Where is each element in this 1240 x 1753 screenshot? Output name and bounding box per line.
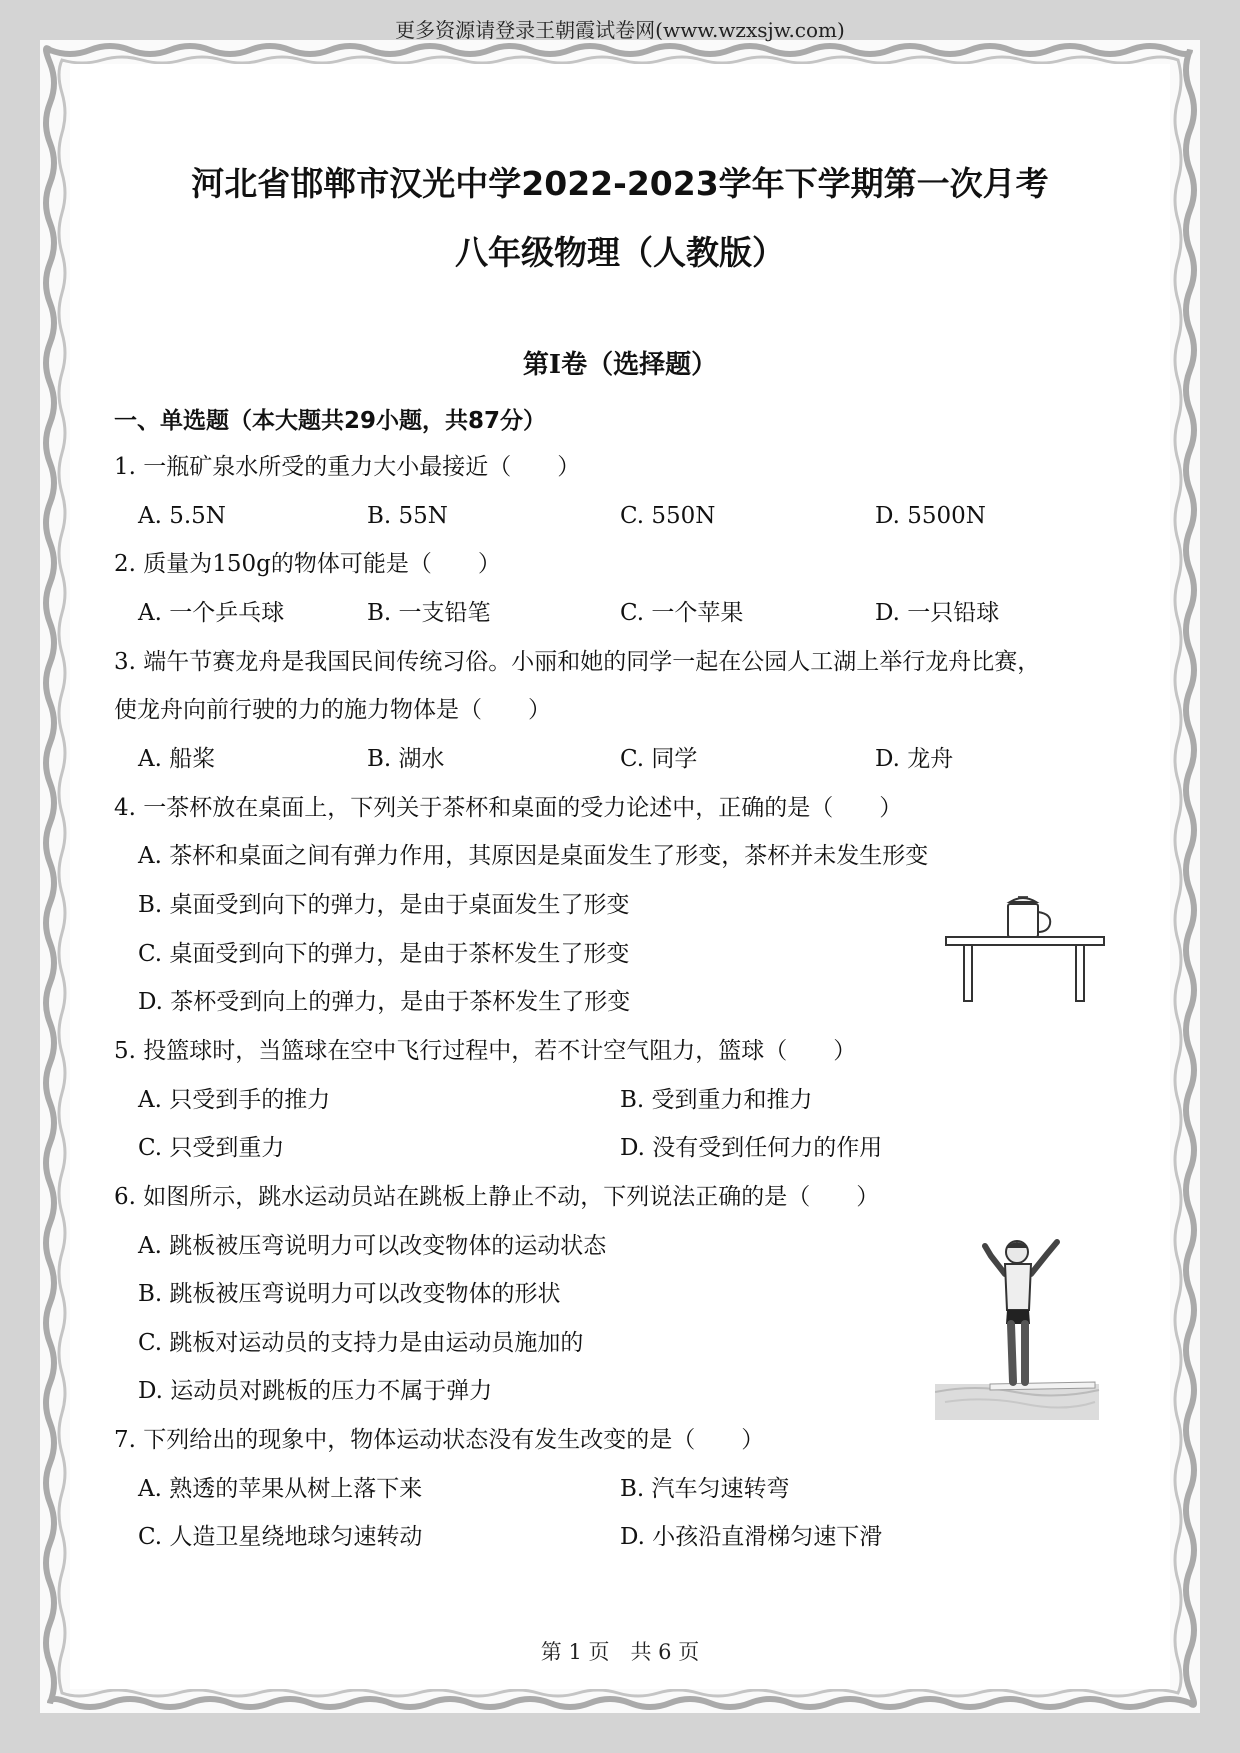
question-2-option-c: C. 一个苹果 bbox=[620, 600, 744, 626]
question-3-stem-line-1: 3. 端午节赛龙舟是我国民间传统习俗。小丽和她的同学一起在公园人工湖上举行龙舟比赛， bbox=[114, 649, 1041, 675]
question-4-option-d: D. 茶杯受到向上的弹力，是由于茶杯发生了形变 bbox=[138, 989, 631, 1015]
question-6-stem: 6. 如图所示，跳水运动员站在跳板上静止不动，下列说法正确的是（ ） bbox=[114, 1184, 880, 1210]
question-1-option-d: D. 5500N bbox=[875, 503, 986, 529]
page-number: 第 1 页 共 6 页 bbox=[540, 1640, 700, 1664]
question-5-option-c: C. 只受到重力 bbox=[138, 1135, 285, 1161]
question-2-option-a: A. 一个乒乓球 bbox=[138, 600, 285, 626]
teacup-on-table-figure bbox=[940, 888, 1110, 1008]
question-3-stem-line-2: 使龙舟向前行驶的力的施力物体是（ ） bbox=[114, 697, 551, 723]
question-3-option-b: B. 湖水 bbox=[367, 746, 445, 772]
question-1-option-c: C. 550N bbox=[620, 503, 716, 529]
volume-title: 第I卷（选择题） bbox=[522, 350, 718, 380]
question-4-option-a: A. 茶杯和桌面之间有弹力作用，其原因是桌面发生了形变，茶杯并未发生形变 bbox=[138, 843, 929, 869]
question-2-option-b: B. 一支铅笔 bbox=[367, 600, 491, 626]
question-7-option-a: A. 熟透的苹果从树上落下来 bbox=[138, 1476, 423, 1502]
exam-subtitle: 八年级物理（人教版） bbox=[455, 233, 785, 272]
question-6-option-c: C. 跳板对运动员的支持力是由运动员施加的 bbox=[138, 1330, 584, 1356]
question-5-option-a: A. 只受到手的推力 bbox=[138, 1087, 331, 1113]
diver-on-springboard-figure bbox=[935, 1232, 1101, 1422]
question-1-option-b: B. 55N bbox=[367, 503, 448, 529]
question-1-option-a: A. 5.5N bbox=[138, 503, 226, 529]
question-7-stem: 7. 下列给出的现象中，物体运动状态没有发生改变的是（ ） bbox=[114, 1427, 765, 1453]
question-7-option-b: B. 汽车匀速转弯 bbox=[620, 1476, 790, 1502]
question-4-option-b: B. 桌面受到向下的弹力，是由于桌面发生了形变 bbox=[138, 892, 630, 918]
question-3-option-d: D. 龙舟 bbox=[875, 746, 954, 772]
question-2-stem: 2. 质量为150g的物体可能是（ ） bbox=[114, 551, 501, 577]
exam-title: 河北省邯郸市汉光中学2022-2023学年下学期第一次月考 bbox=[191, 164, 1049, 203]
question-2-option-d: D. 一只铅球 bbox=[875, 600, 1000, 626]
question-6-option-a: A. 跳板被压弯说明力可以改变物体的运动状态 bbox=[138, 1233, 607, 1259]
source-banner: 更多资源请登录王朝霞试卷网(www.wzxsjw.com) bbox=[395, 18, 845, 42]
question-6-option-d: D. 运动员对跳板的压力不属于弹力 bbox=[138, 1378, 493, 1404]
question-4-stem: 4. 一茶杯放在桌面上，下列关于茶杯和桌面的受力论述中，正确的是（ ） bbox=[114, 795, 903, 821]
question-5-option-b: B. 受到重力和推力 bbox=[620, 1087, 813, 1113]
question-5-option-d: D. 没有受到任何力的作用 bbox=[620, 1135, 883, 1161]
question-7-option-d: D. 小孩沿直滑梯匀速下滑 bbox=[620, 1524, 883, 1550]
question-3-option-a: A. 船桨 bbox=[138, 746, 216, 772]
section-heading: 一、单选题（本大题共29小题，共87分） bbox=[114, 408, 547, 434]
question-4-option-c: C. 桌面受到向下的弹力，是由于茶杯发生了形变 bbox=[138, 941, 630, 967]
question-6-option-b: B. 跳板被压弯说明力可以改变物体的形状 bbox=[138, 1281, 561, 1307]
question-7-option-c: C. 人造卫星绕地球匀速转动 bbox=[138, 1524, 423, 1550]
question-1-stem: 1. 一瓶矿泉水所受的重力大小最接近（ ） bbox=[114, 454, 581, 480]
question-3-option-c: C. 同学 bbox=[620, 746, 698, 772]
question-5-stem: 5. 投篮球时，当篮球在空中飞行过程中，若不计空气阻力，篮球（ ） bbox=[114, 1038, 857, 1064]
